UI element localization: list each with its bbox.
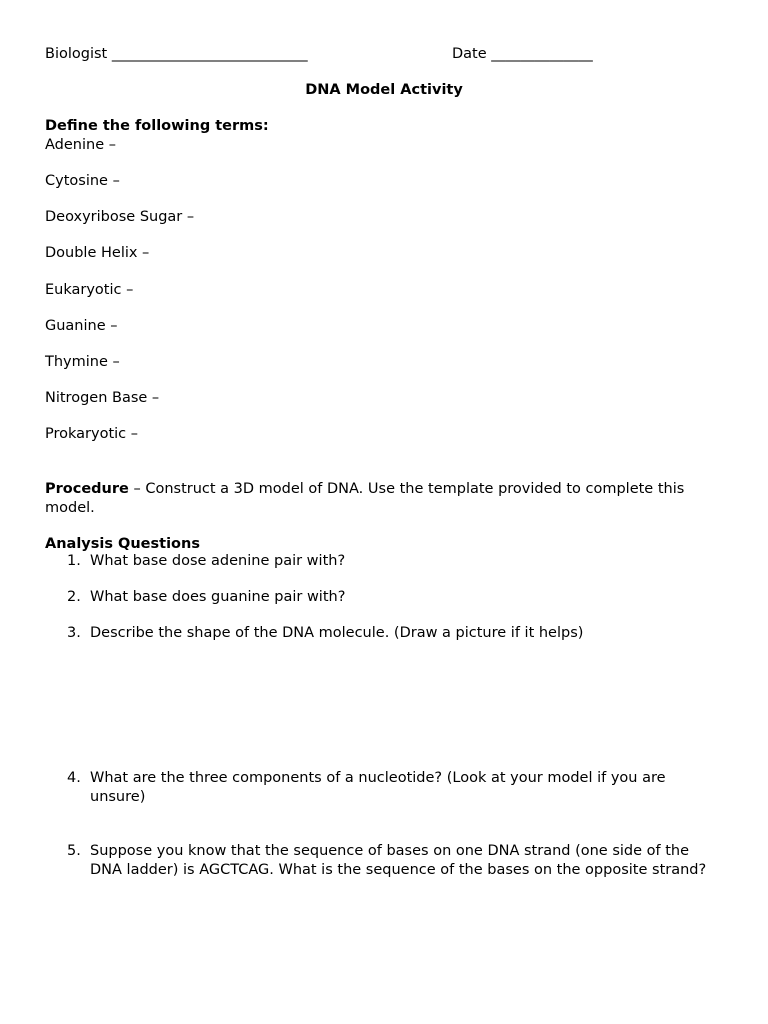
worksheet-page xyxy=(45,0,735,1024)
procedure-text: – Construct a 3D model of DNA. Use the template provided to complete this model. xyxy=(45,481,685,516)
question-number: 4. xyxy=(67,770,81,786)
question-text: What are the three components of a nucleotide? (Look at your model if you are unsure) xyxy=(90,770,666,805)
question-number: 2. xyxy=(67,589,81,605)
question-text: What base dose adenine pair with? xyxy=(90,553,346,569)
question-text: Suppose you know that the sequence of bases on one DNA strand (one side of the DNA ladder) is AGCTCAG. What is the sequence of the bases on the opposite strand? xyxy=(90,843,707,878)
question-number: 3. xyxy=(67,625,81,641)
term-adenine: Adenine – xyxy=(45,137,116,153)
term-deoxyribose-sugar: Deoxyribose Sugar – xyxy=(45,209,195,225)
analysis-heading: Analysis Questions xyxy=(45,536,200,552)
page-title: DNA Model Activity xyxy=(305,82,463,98)
procedure-label: Procedure xyxy=(45,481,129,497)
date-label: Date xyxy=(452,46,487,62)
term-guanine: Guanine – xyxy=(45,318,118,334)
term-nitrogen-base: Nitrogen Base – xyxy=(45,390,160,406)
term-thymine: Thymine – xyxy=(45,354,120,370)
biologist-label: Biologist xyxy=(45,46,108,62)
date-field xyxy=(452,45,593,63)
biologist-field xyxy=(45,45,308,63)
term-prokaryotic: Prokaryotic – xyxy=(45,426,138,442)
term-eukaryotic: Eukaryotic – xyxy=(45,282,134,298)
date-blank: ______________ xyxy=(491,46,593,62)
question-text: Describe the shape of the DNA molecule. (Draw a picture if it helps) xyxy=(90,625,584,641)
question-text: What base does guanine pair with? xyxy=(90,589,346,605)
question-number: 1. xyxy=(67,553,81,569)
procedure-paragraph xyxy=(45,480,725,517)
biologist-blank: ___________________________ xyxy=(111,46,308,62)
question-number: 5. xyxy=(67,843,81,859)
term-double-helix: Double Helix – xyxy=(45,245,150,261)
term-cytosine: Cytosine – xyxy=(45,173,120,189)
definitions-heading: Define the following terms: xyxy=(45,118,269,134)
